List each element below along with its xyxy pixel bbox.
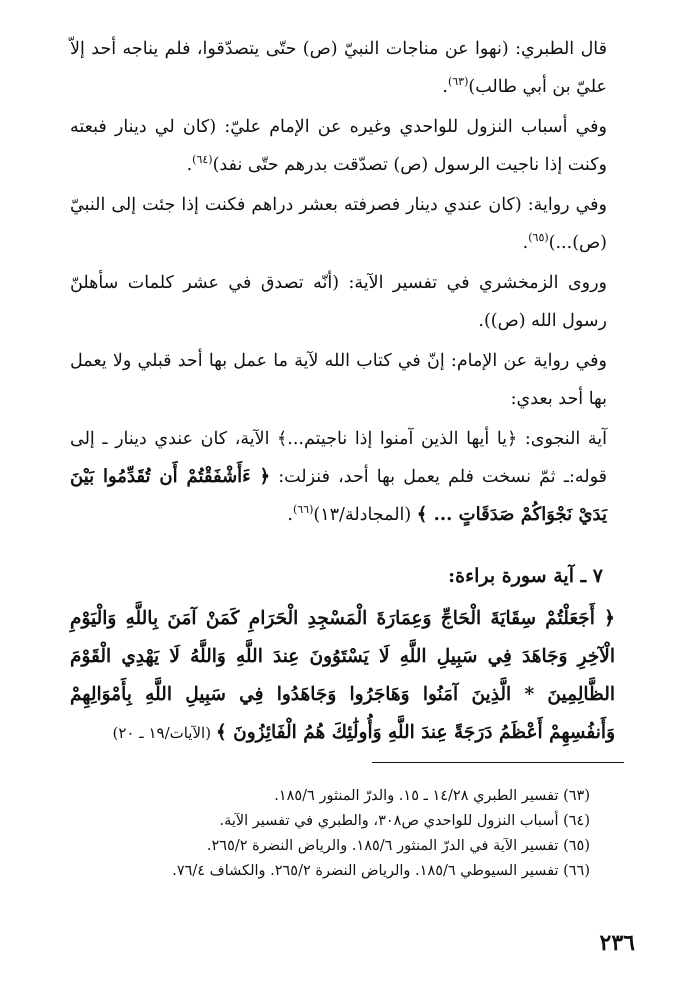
footnote-ref-66[interactable]: (٦٦) bbox=[292, 503, 314, 517]
footnote-separator bbox=[372, 762, 624, 763]
paragraph-tabari: قال الطبري: (نهوا عن مناجات النبيّ (ص) حتّى يتصدّقوا، فلم يناجه أحد إلاّ عليّ بن أبي طالب)$^{(٦٣)}$. bbox=[70, 39, 607, 97]
footnote-ref-63[interactable]: (٦٣) bbox=[447, 75, 469, 89]
footnote-ref-65[interactable]: (٦٥) bbox=[528, 231, 549, 245]
footnote-ref-64[interactable]: (٦٤) bbox=[192, 153, 213, 167]
paragraph-riwaya: وفي رواية: (كان عندي دينار فصرفته بعشر دراهم فكنت إذا جئت إلى النبيّ (ص)...)$^{(٦٥)}$. bbox=[70, 195, 607, 253]
paragraph-imam: وفي رواية عن الإمام: إنّ في كتاب الله لآية ما عمل بها أحد قبلي ولا يعمل بها أحد بعدي: bbox=[70, 351, 607, 409]
najwa-verse: ﴿ ءَأَشْفَقْتُمْ أَن تُقَدِّمُوا بَيْنَ يَدَيْ نَجْوَاكُمْ صَدَقَاتٍ ... ﴾ bbox=[70, 466, 607, 525]
page-body bbox=[70, 30, 625, 752]
footnote-65: (٦٥) تفسير الآية في الدرّ المنثور ١٨٥/٦. والرياض النضرة ٢٦٥/٢. bbox=[206, 838, 590, 854]
bara-verse bbox=[70, 600, 625, 752]
footnote-64: (٦٤) أسباب النزول للواحدي ص٣٠٨، والطبري في تفسير الآية. bbox=[219, 813, 590, 829]
paragraph-zamakhshari: وروى الزمخشري في تفسير الآية: (أنّه تصدق في عشر كلمات سأهلنّ رسول الله (ص)). bbox=[70, 273, 607, 331]
section-title: ٧ ـ آية سورة براءة: bbox=[448, 565, 603, 587]
footnote-66: (٦٦) تفسير السيوطي ١٨٥/٦. والرياض النضرة ٢٦٥/٢. والكشاف ٧٦/٤. bbox=[172, 863, 590, 879]
footnote-63: (٦٣) تفسير الطبري ١٤/٢٨ ـ ١٥. والدرّ المنثور ١٨٥/٦. bbox=[274, 788, 590, 804]
paragraph-wahidi: وفي أسباب النزول للواحدي وغيره عن الإمام عليّ: (كان لي دينار فبعته وكنت إذا ناجيت الرسول (ص) تصدّقت بدرهم حتّى نفد)$^{(٦٤)}$. bbox=[70, 117, 607, 175]
najwa-verse-ref: (المجادلة/١٣) bbox=[313, 505, 417, 525]
footnotes bbox=[70, 784, 610, 884]
page-number: ٢٣٦ bbox=[599, 930, 635, 956]
bara-verse-ref: (الآيات/١٩ ـ ٢٠) bbox=[112, 724, 216, 742]
bara-verse-text: ﴿ أَجَعَلْتُمْ سِقَايَةَ الْحَاجِّ وَعِمَارَةَ الْمَسْجِدِ الْحَرَامِ كَمَنْ آمَنَ بِاللَّهِ وَالْيَوْمِ الْآخِرِ وَجَاهَدَ فِي سَبِيلِ اللَّهِ لَا يَسْتَوُونَ عِندَ اللَّهِ وَاللَّهُ لَا يَهْدِي الْقَوْمَ الظَّالِمِينَ * الَّذِينَ آمَنُوا وَهَاجَرُوا وَجَاهَدُوا فِي سَبِيلِ اللَّهِ بِأَمْوَالِهِمْ وَأَنفُسِهِمْ أَعْظَمُ دَرَجَةً عِندَ اللَّهِ وَأُولَٰئِكَ هُمُ الْفَائِزُونَ ﴾ bbox=[70, 608, 615, 743]
paragraph-najwa: آية النجوى: ﴿يا أيها الذين آمنوا إذا ناجيتم...﴾ الآية، كان عندي دينار ـ إلى قوله:ـ ثمّ نسخت فلم يعمل بها أحد، فنزلت: ﴿ ءَأَشْفَقْتُمْ أَن تُقَدِّمُوا بَيْنَ يَدَيْ نَجْوَاكُمْ صَدَقَاتٍ ... ﴾ (المجادلة/١٣)$^{(٦٦)}$. bbox=[70, 429, 607, 525]
